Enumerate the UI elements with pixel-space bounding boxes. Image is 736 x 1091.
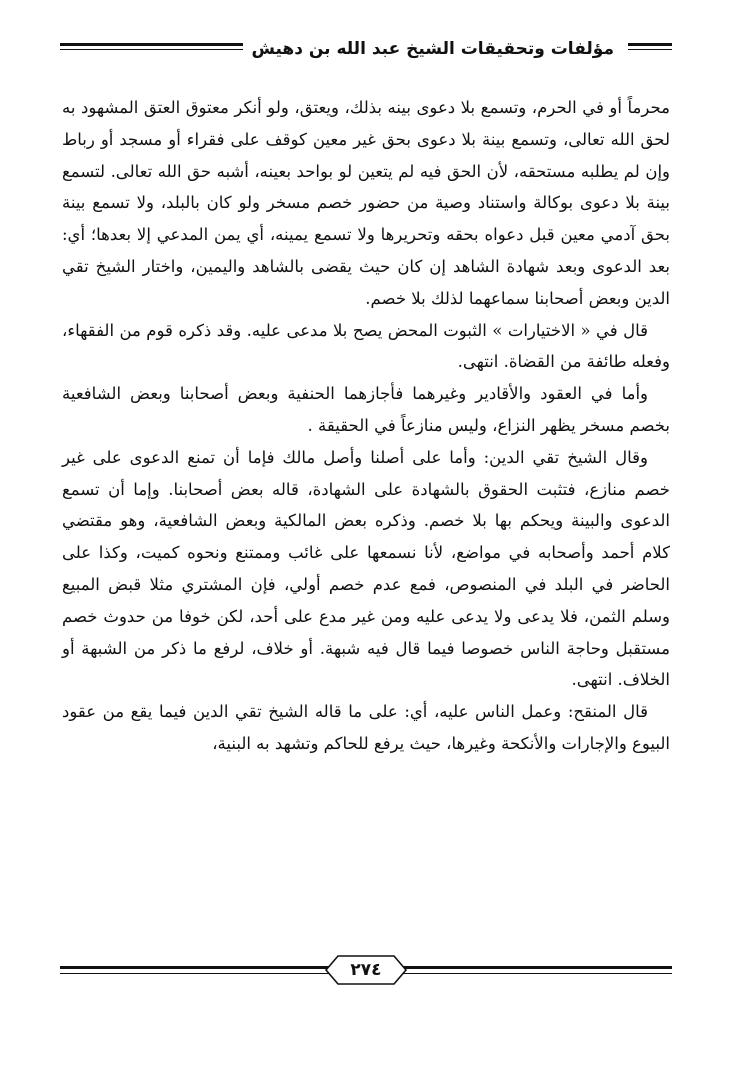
paragraph-2: قال في « الاختيارات » الثبوت المحض يصح بلا مدعى عليه. وقد ذكره قوم من الفقهاء، وفعله طائفة من القضاة. انتهى. [62,320,670,372]
paragraph-4: وقال الشيخ تقي الدين: وأما على أصلنا وأصل مالك فإما أن تمنع الدعوى على غير خصم منازع، فتثبت الحقوق بالشهادة على الشهادة، قاله بعض أصحابنا. وإما أن تسمع الدعوى والبينة ويحكم بها بلا خصم. وذكره بعض المالكية وبعض الشافعية، وهو مقتضي كلام أحمد وأصحابه في مواضع، لأنا نسمعها على غائب وممتنع ونحوه كميت، وكذا على الحاضر في البلد في المنصوص، فمع عدم خصم أولي، فإن المشتري مثلا قبض المبيع وسلم الثمن، فلا يدعى ولا يدعى عليه ومن غير مدع على أحد، لكن خوفا من حدوث خصم مستقبل وحاجة الناس خصوصا فيما قال فيه شبهة. أو خلاف، لرفع ما ذكر من الشبهة أو الخلاف. انتهى. [62,447,670,690]
page-footer [60,948,672,998]
header-rule-right [628,43,672,46]
page-number-badge [316,950,416,990]
running-header [60,36,672,66]
paragraph-3: وأما في العقود والأقادير وغيرهما فأجازهما الحنفية وبعض أصحابنا وبعض الشافعية بخصم مسخر يظهر النزاع، وليس منازعاً في الحقيقة . [62,384,670,435]
paragraph-5: قال المنقح: وعمل الناس عليه، أي: على ما قاله الشيخ تقي الدين فيما يقع من عقود البيوع والإجارات والأنكحة وغيرها، حيث يرفع للحاكم وتشهد به البنية، [62,702,670,753]
header-rule-right-thin [628,49,672,50]
paragraph-1: محرماً أو في الحرم، وتسمع بلا دعوى بينه بذلك، ويعتق، ولو أنكر معتوق العتق المشهود به لحق الله تعالى، وتسمع بينة بلا دعوى بحق غير معين كوقف على فقراء أو مسجد أو رباط وإن لم يطلبه مستحقه، لأن الحق فيه لم يتعين لو بواحد بعينه، أشبه حق الله تعالى. لتسمع بينة بلا دعوى بوكالة واستناد وصية من حضور خصم مسخر ولو كان بالبلد، ولا تسمع بينة بحق آدمي معين قبل دعواه بحقه وتحريرها ولا تسمع يمينه، أي يمن المدعي إلا بعدها؛ أي: بعد الدعوى وبعد شهادة الشاهد إن كان حيث يقضى بالشاهد واليمين، واختار الشيخ تقي الدين وبعض أصحابنا سماعهما لذلك بلا خصم. [62,98,670,308]
page-number: ٢٧٤ [350,960,382,980]
header-title: مؤلفات وتحقيقات الشيخ عبد الله بن دهيش [243,38,622,60]
page-body [62,92,670,760]
